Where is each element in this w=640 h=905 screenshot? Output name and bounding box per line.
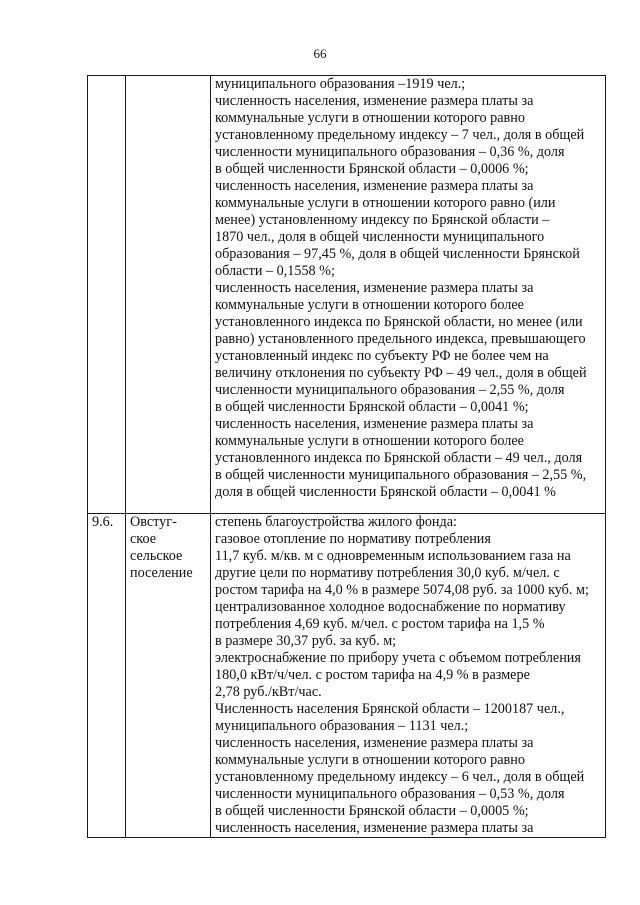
municipality-name-cell	[126, 514, 211, 838]
text-line: потребления 4,69 куб. м/чел. с ростом тарифа на 1,5 %	[215, 616, 545, 632]
text-line: ростом тарифа на 4,0 % в размере 5074,08 руб. за 1000 куб. м;	[215, 582, 589, 598]
text-line: равно) установленного предельного индекса, превышающего	[215, 331, 586, 347]
table-row	[88, 514, 606, 838]
text-line: 1870 чел., доля в общей численности муниципального	[215, 229, 545, 245]
text-line: доля в общей численности Брянской области – 0,0041 %	[215, 484, 556, 500]
municipality-name-line: поселение	[130, 565, 193, 581]
text-line: образования – 97,45 %, доля в общей численности Брянской	[215, 246, 580, 262]
text-line: численность населения, изменение размера платы за	[215, 280, 534, 296]
text-line: другие цели по нормативу потребления 30,0 куб. м/чел. с	[215, 565, 560, 581]
text-line: численность населения, изменение размера платы за	[215, 416, 534, 432]
text-line: установленного индекса по Брянской области, но менее (или	[215, 314, 583, 330]
text-line: коммунальные услуги в отношении которого равно (или	[215, 195, 556, 211]
text-line: в общей численности Брянской области – 0,0006 %;	[215, 161, 529, 177]
text-line: величину отклонения по субъекту РФ – 49 чел., доля в общей	[215, 365, 587, 381]
page-number: 66	[313, 46, 327, 61]
table-row	[88, 76, 606, 514]
text-line: коммунальные услуги в отношении которого более	[215, 433, 524, 449]
row-description-cell	[211, 76, 606, 514]
text-line: численность населения, изменение размера платы за	[215, 178, 534, 194]
text-line: муниципального образования – 1131 чел.;	[215, 718, 469, 734]
text-line: численность населения, изменение размера платы за	[215, 93, 534, 109]
text-line: установленного индекса по Брянской области – 49 чел., доля	[215, 450, 583, 466]
row-number-cell	[88, 76, 126, 514]
text-line: численность населения, изменение размера платы за	[215, 820, 534, 836]
text-line: численности муниципального образования – 0,36 %, доля	[215, 144, 565, 160]
text-line: 180,0 кВт/ч/чел. с ростом тарифа на 4,9 % в размере	[215, 667, 530, 683]
municipality-name-line: сельское	[130, 548, 183, 564]
municipality-name-line: Овстуг-	[130, 514, 177, 530]
text-line: области – 0,1558 %;	[215, 263, 335, 279]
text-line: в общей численности Брянской области – 0,0041 %;	[215, 399, 529, 415]
text-line: коммунальные услуги в отношении которого равно	[215, 110, 525, 126]
municipality-name-line: ское	[130, 531, 157, 547]
text-line: численности муниципального образования – 2,55 %, доля	[215, 382, 565, 398]
text-line: степень благоустройства жилого фонда:	[215, 514, 457, 530]
text-line: электроснабжение по прибору учета с объемом потребления	[215, 650, 581, 666]
text-line: коммунальные услуги в отношении которого равно	[215, 752, 525, 768]
text-line: муниципального образования –1919 чел.;	[215, 76, 466, 92]
text-line: менее) установленному индексу по Брянской области –	[215, 212, 550, 228]
text-line: в общей численности Брянской области – 0,0005 %;	[215, 803, 529, 819]
text-line: установленному предельному индексу – 7 чел., доля в общей	[215, 127, 585, 143]
text-line: 11,7 куб. м/кв. м с одновременным использованием газа на	[215, 548, 571, 564]
row-description-cell	[211, 514, 606, 838]
text-line: коммунальные услуги в отношении которого более	[215, 297, 524, 313]
text-line: централизованное холодное водоснабжение по нормативу	[215, 599, 566, 615]
text-line: в размере 30,37 руб. за куб. м;	[215, 633, 397, 649]
row-number-cell: 9.6.	[88, 514, 126, 838]
text-line: 2,78 руб./кВт/час.	[215, 684, 322, 700]
text-line: численности муниципального образования – 0,53 %, доля	[215, 786, 565, 802]
text-line: Численность населения Брянской области – 1200187 чел.,	[215, 701, 565, 717]
text-line: установленному предельному индексу – 6 чел., доля в общей	[215, 769, 585, 785]
text-line: в общей численности муниципального образования – 2,55 %,	[215, 467, 587, 483]
municipality-name-cell	[126, 76, 211, 514]
text-line: установленный индекс по субъекту РФ не более чем на	[215, 348, 549, 364]
text-line: газовое отопление по нормативу потребления	[215, 531, 491, 547]
text-line: численность населения, изменение размера платы за	[215, 735, 534, 751]
tariff-table	[87, 75, 606, 838]
